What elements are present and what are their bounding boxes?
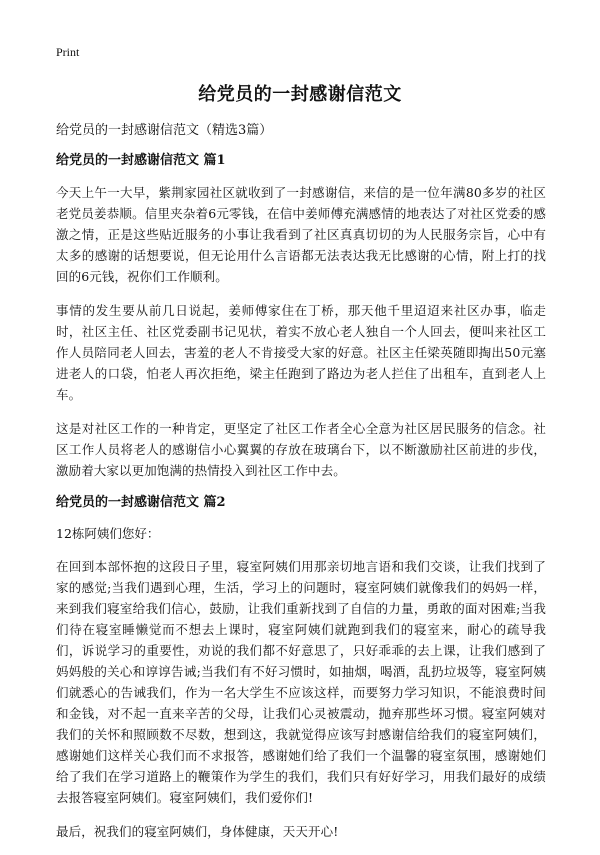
section-heading: 给党员的一封感谢信范文 篇2 — [56, 495, 226, 510]
document-subtitle: 给党员的一封感谢信范文（精选3篇） — [56, 123, 273, 138]
paragraph: 在回到本部怀抱的这段日子里，寝室阿姨们用那亲切地言语和我们交谈，让我们找到了家的感觉;当我们遇到心理，生活，学习上的问题时，寝室阿姨们就像我们的妈妈一样，来到我们寝室给我们信心，鼓励，让我们重新找到了自信的力量，勇敢的面对困难;当我们待在寝室睡懒觉而不想去上课时，寝室阿姨们就跑到我们的寝室来，耐心的疏导我们，诉说学习的重要性，劝说的我们都不好意思了，只好乖乖的去上课，让我们感到了妈妈般的关心和谆谆告诫;当我们有不好习惯时，如抽烟，喝酒，乱扔垃圾等，寝室阿姨们就悉心的告诫我们，作为一名大学生不应该这样，而要努力学习知识，不能浪费时间和金钱，对不起一直来辛苦的父母，让我们心灵被震动，抛弃那些坏习惯。寝室阿姨对我们的关怀和照顾数不尽数，想到这，我就觉得应该写封感谢信给我们的寝室阿姨们，感谢她们这样关心我们而不求报答，感谢她们给了我们一个温馨的寝室氛围，感谢她们给了我们在学习道路上的鞭策作为学生的我们，我们只有好好学习，用我们最好的成绩去报答寝室阿姨们。寝室阿姨们，我们爱你们! — [56, 559, 546, 805]
paragraph: 这是对社区工作的一种肯定，更坚定了社区工作者全心全意为社区居民服务的信念。社区工作人员将老人的感谢信小心翼翼的存放在玻璃台下，以不断激励社区前进的步伐，激励着大家以更加饱满的热情投入到社区工作中去。 — [56, 421, 546, 478]
print-label: Print — [56, 45, 80, 59]
paragraph: 最后，祝我们的寝室阿姨们，身体健康，天天开心! — [56, 824, 339, 839]
section-heading: 给党员的一封感谢信范文 篇1 — [56, 153, 226, 168]
section-2 — [56, 494, 546, 842]
document-body — [56, 122, 546, 855]
page-title: 给党员的一封感谢信范文 — [198, 84, 402, 105]
letter-greeting: 12栋阿姨们您好： — [56, 526, 160, 541]
paragraph: 事情的发生要从前几日说起，姜师傅家住在丁桥，那天他千里迢迢来社区办事，临走时，社区主任、社区党委副书记见状，着实不放心老人独自一个人回去，便叫来社区工作人员陪同老人回去，害羞的老人不肯接受大家的好意。社区主任梁英随即掏出50元塞进老人的口袋，怕老人再次拒绝，梁主任跑到了路边为老人拦住了出租车，直到老人上车。 — [56, 303, 546, 402]
paragraph: 今天上午一大早，紫荆家园社区就收到了一封感谢信，来信的是一位年满80多岁的社区老党员姜恭顺。信里夹杂着6元零钱，在信中姜师傅充满感情的地表达了对社区党委的感激之情，正是这些贴近服务的小事让我看到了社区真真切切的为人民服务宗旨，心中有太多的感谢的话想要说，但无论用什么言语都无法表达我无比感谢的心情，附上打的找回的6元钱，祝你们工作顺利。 — [56, 185, 546, 284]
section-1 — [56, 152, 546, 481]
